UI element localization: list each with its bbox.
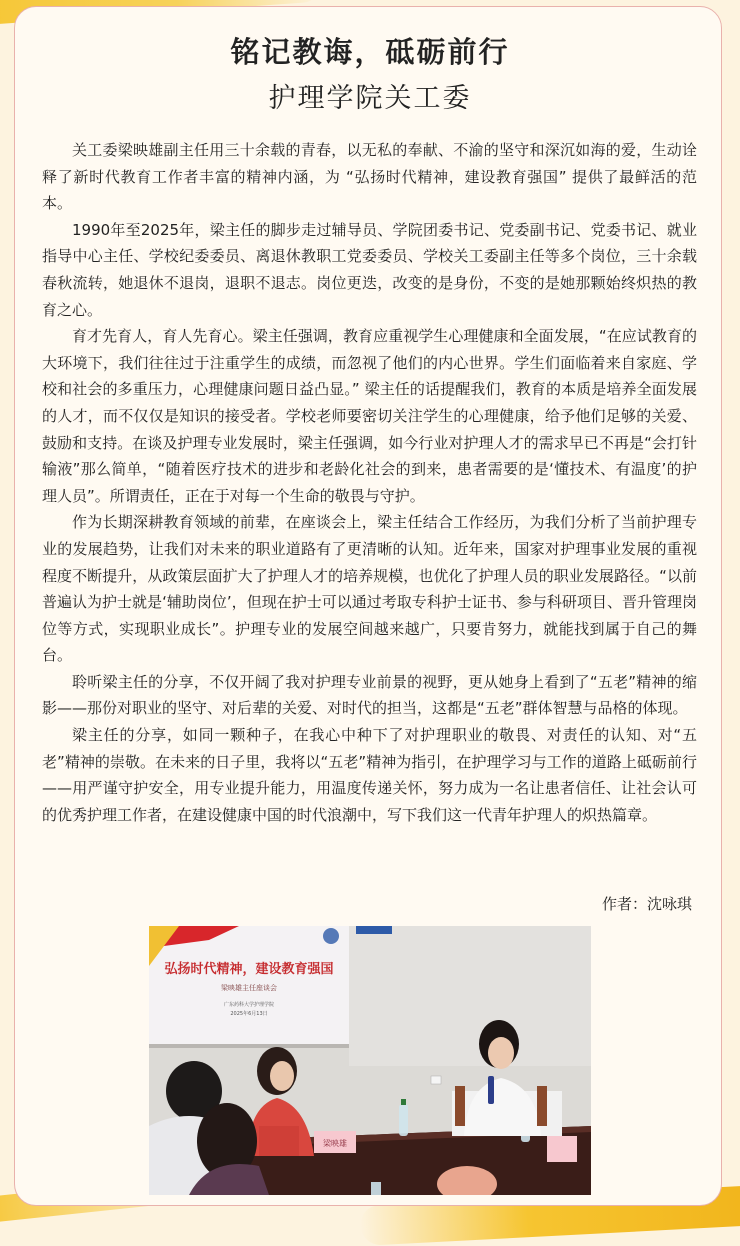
paragraph-4: 作为长期深耕教育领域的前辈，在座谈会上，梁主任结合工作经历，为我们分析了当前护理专业的发展趋势，让我们对未来的职业道路有了更清晰的认知。近年来，国家对护理事业发展的重视程度不断提升，从政策层面扩大了护理人才的培养规模，也优化了护理人员的职业发展路径。“以前普遍认为护士就是‘辅助岗位’，但现在护士可以通过考取专科护士证书、参与科研项目、晋升管理岗位等方式，实现职业成长”。护理专业的发展空间越来越广，只要肯努力，就能找到属于自己的舞台。 bbox=[42, 513, 697, 665]
event-photo bbox=[149, 926, 591, 1195]
article-title: 铭记教诲，砥砺前行 bbox=[230, 35, 510, 69]
paragraph-5: 聆听梁主任的分享，不仅开阔了我对护理专业前景的视野，更从她身上看到了“五老”精神的缩影——那份对职业的坚守、对后辈的关爱、对时代的担当，这都是“五老”群体智慧与品格的体现。 bbox=[42, 672, 697, 718]
article-body bbox=[42, 137, 697, 828]
screen-org: 广东药科大学护理学院 bbox=[223, 1002, 275, 1008]
screen-title: 弘扬时代精神，建设教育强国 bbox=[164, 962, 334, 977]
paragraph-2: 1990年至2025年，梁主任的脚步走过辅导员、学院团委书记、党委副书记、党委书记、就业指导中心主任、学校纪委委员、离退休教职工党委委员、学校关工委副主任等多个岗位，三十余载春秋流转，她退休不退岗，退职不退志。岗位更迭，改变的是身份，不变的是她那颗始终炽热的教育之心。 bbox=[42, 220, 697, 319]
author-line: 作者：沈咏琪 bbox=[601, 895, 692, 913]
article-subtitle: 护理学院关工委 bbox=[268, 83, 472, 114]
paragraph-3: 育才先育人，育人先育心。梁主任强调，教育应重视学生心理健康和全面发展，“在应试教育的大环境下，我们往往过于注重学生的成绩，而忽视了他们的内心世界。学生们面临着来自家庭、学校和社会的多重压力，心理健康问题日益凸显。” 梁主任的话提醒我们，教育的本质是培养全面发展的人才，而不仅仅是知识的接受者。学校老师要密切关注学生的心理健康，给予他们足够的关爱、鼓励和支持。在谈及护理专业发展时，梁主任强调，如今行业对护理人才的需求早已不再是“会打针输液”那么简单，“随着医疗技术的进步和老龄化社会的到来，患者需要的是‘懂技术、有温度’的护理人员”。所谓责任，正在于对每一个生命的敬畏与守护。 bbox=[42, 327, 697, 505]
paragraph-6: 梁主任的分享，如同一颗种子，在我心中种下了对护理职业的敬畏、对责任的认知、对“五老”精神的崇敬。在未来的日子里，我将以“五老”精神为指引，在护理学习与工作的道路上砥砺前行——用严谨守护安全，用专业提升能力，用温度传递关怀，努力成为一名让患者信任、让社会认可的优秀护理工作者，在建设健康中国的时代浪潮中，写下我们这一代青年护理人的炽热篇章。 bbox=[42, 726, 697, 824]
screen-date: 2025年6月13日 bbox=[230, 1011, 268, 1017]
nameplate-text: 梁映雄 bbox=[323, 1139, 347, 1148]
screen-subtitle: 梁映雄主任座谈会 bbox=[221, 984, 277, 992]
paragraph-1: 关工委梁映雄副主任用三十余载的青春，以无私的奉献、不渝的坚守和深沉如海的爱，生动诠释了新时代教育工作者丰富的精神内涵，为 “弘扬时代精神，建设教育强国” 提供了最鲜活的范本。 bbox=[42, 141, 697, 213]
